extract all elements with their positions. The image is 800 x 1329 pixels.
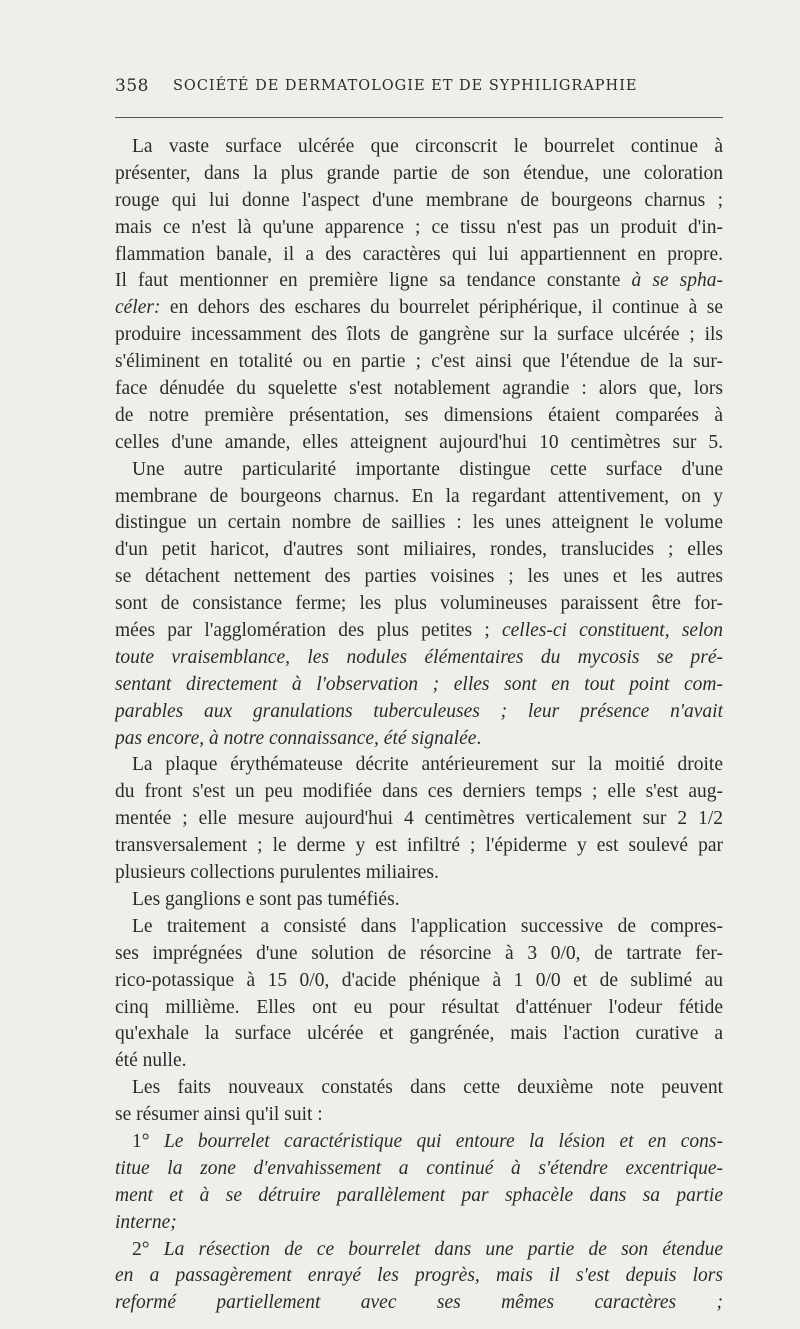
text: . — [476, 727, 482, 749]
text-line — [115, 618, 723, 645]
italic-text: celles-ci constituent, selon — [501, 620, 723, 642]
text: La plaque érythémateuse décrite antérieurement sur la moitié droite — [132, 754, 723, 776]
text: d'un petit haricot, d'autres sont miliaires, rondes, translucides ; elles — [115, 539, 723, 561]
text-line — [115, 995, 723, 1022]
text-line — [115, 403, 723, 430]
text-line — [115, 376, 723, 403]
text-line — [115, 349, 723, 376]
text-line — [115, 295, 723, 322]
text: distingue un certain nombre de saillies : les unes atteignent le volume — [115, 512, 723, 534]
text-line — [115, 322, 723, 349]
text-line — [115, 1210, 723, 1237]
italic-text: toute vraisemblance, les nodules élémentaires du mycosis se pré- — [115, 646, 723, 668]
text-line — [115, 215, 723, 242]
text-line — [115, 457, 723, 484]
text: 1° — [132, 1130, 164, 1152]
text: La vaste surface ulcérée que circonscrit le bourrelet continue à — [132, 136, 723, 157]
text-line — [115, 484, 723, 511]
text-line — [115, 1021, 723, 1048]
italic-text: parables aux granulations tuberculeuses ; leur présence n'avait — [115, 700, 723, 722]
text: mées par l'agglomération des plus petites ; — [115, 620, 502, 642]
text: Le traitement a consisté dans l'application successive de compres- — [132, 915, 723, 937]
italic-text: à se spha- — [631, 270, 723, 292]
italic-text: Le bourrelet caractéristique qui entoure la lésion et en cons- — [163, 1130, 723, 1152]
text: du front s'est un peu modifiée dans ces derniers temps ; elle s'est aug- — [115, 781, 723, 803]
italic-text: en a passagèrement enrayé les progrès, mais il s'est depuis lors — [115, 1265, 723, 1287]
text-line — [115, 752, 723, 779]
text: flammation banale, il a des caractères qui lui appartiennent en propre. — [115, 243, 723, 265]
text-line — [115, 1263, 723, 1290]
text: de notre première présentation, ses dimensions étaient comparées à — [115, 404, 723, 426]
text: mentée ; elle mesure aujourd'hui 4 centimètres verticalement sur 2 1/2 — [115, 808, 723, 830]
text-line — [115, 914, 723, 941]
text: plusieurs collections purulentes miliaires. — [115, 862, 439, 884]
text: se résumer ainsi qu'il suit : — [115, 1104, 323, 1126]
text: 2° — [132, 1238, 164, 1260]
running-title: SOCIÉTÉ DE DERMATOLOGIE ET DE SYPHILIGRAPHIE — [173, 78, 638, 94]
running-header — [115, 76, 723, 102]
text: s'éliminent en totalité ou en partie ; c'est ainsi que l'étendue de la sur- — [115, 351, 723, 373]
header-rule — [115, 117, 723, 118]
text-line — [115, 1156, 723, 1183]
text-line — [115, 1048, 723, 1075]
text-line — [115, 537, 723, 564]
text: celles d'une amande, elles atteignent aujourd'hui 10 centimètres sur 5. — [115, 431, 723, 453]
text: mais ce n'est là qu'une apparence ; ce tissu n'est pas un produit d'in- — [115, 216, 723, 238]
text-line — [115, 242, 723, 269]
text-line — [115, 833, 723, 860]
text: Il faut mentionner en première ligne sa tendance constante — [115, 270, 632, 292]
text-line — [115, 726, 723, 753]
text-line — [115, 268, 723, 295]
text: se détachent nettement des parties voisines ; les unes et les autres — [115, 566, 723, 588]
text-line — [115, 1075, 723, 1102]
text: été nulle. — [115, 1050, 187, 1072]
text-line — [115, 968, 723, 995]
text: Les faits nouveaux constatés dans cette deuxième note peuvent — [132, 1077, 723, 1099]
text-line — [115, 1129, 723, 1156]
text: ses imprégnées d'une solution de résorcine à 3 0/0, de tartrate fer- — [115, 942, 723, 964]
text-line — [115, 941, 723, 968]
italic-text: reformé partiellement avec ses mêmes caractères ; — [115, 1292, 723, 1314]
text: produire incessamment des îlots de gangrène sur la surface ulcérée ; ils — [115, 324, 723, 346]
text-line — [115, 134, 723, 161]
text-line — [115, 510, 723, 537]
text-line — [115, 672, 723, 699]
text-line — [115, 645, 723, 672]
text-line — [115, 1183, 723, 1210]
text: rouge qui lui donne l'aspect d'une membrane de bourgeons charnus ; — [115, 189, 723, 211]
text: face dénudée du squelette s'est notablement agrandie : alors que, lors — [115, 378, 723, 400]
text: sont de consistance ferme; les plus volumineuses paraissent être for- — [115, 593, 723, 615]
text: qu'exhale la surface ulcérée et gangrénée, mais l'action curative a — [115, 1023, 723, 1045]
text: membrane de bourgeons charnus. En la regardant attentivement, on y — [115, 485, 723, 507]
text-line — [115, 806, 723, 833]
text: rico-potassique à 15 0/0, d'acide phénique à 1 0/0 et de sublimé au — [115, 969, 723, 991]
text-line — [115, 1290, 723, 1317]
italic-text: interne; — [115, 1211, 177, 1233]
italic-text: ment et à se détruire parallèlement par sphacèle dans sa partie — [115, 1184, 723, 1206]
text: cinq millième. Elles ont eu pour résultat d'atténuer l'odeur fétide — [115, 996, 723, 1018]
italic-text: pas encore, à notre connaissance, été signalée — [115, 727, 477, 749]
text-line — [115, 779, 723, 806]
text-line — [115, 188, 723, 215]
italic-text: titue la zone d'envahissement a continué à s'étendre excentrique- — [115, 1157, 723, 1179]
text-line — [115, 161, 723, 188]
text-line — [115, 564, 723, 591]
text-line — [115, 699, 723, 726]
text-line — [115, 1237, 723, 1264]
italic-text: La résection de ce bourrelet dans une partie de son étendue — [163, 1238, 723, 1260]
text: Une autre particularité importante distingue cette surface d'une — [132, 458, 723, 480]
italic-text: céler: — [115, 297, 161, 319]
body-text — [115, 134, 723, 1317]
text: présenter, dans la plus grande partie de son étendue, une coloration — [115, 162, 723, 184]
text-line — [115, 591, 723, 618]
text: transversalement ; le derme y est infiltré ; l'épiderme y est soulevé par — [115, 835, 723, 857]
page-number: 358 — [115, 76, 149, 96]
italic-text: sentant directement à l'observation ; elles sont en tout point com- — [115, 673, 723, 695]
text: Les ganglions e sont pas tuméfiés. — [132, 888, 400, 910]
text: en dehors des eschares du bourrelet périphérique, il continue à se — [160, 297, 723, 319]
text-line — [115, 1102, 723, 1129]
text-line — [115, 860, 723, 887]
text-line — [115, 887, 723, 914]
text-line — [115, 430, 723, 457]
